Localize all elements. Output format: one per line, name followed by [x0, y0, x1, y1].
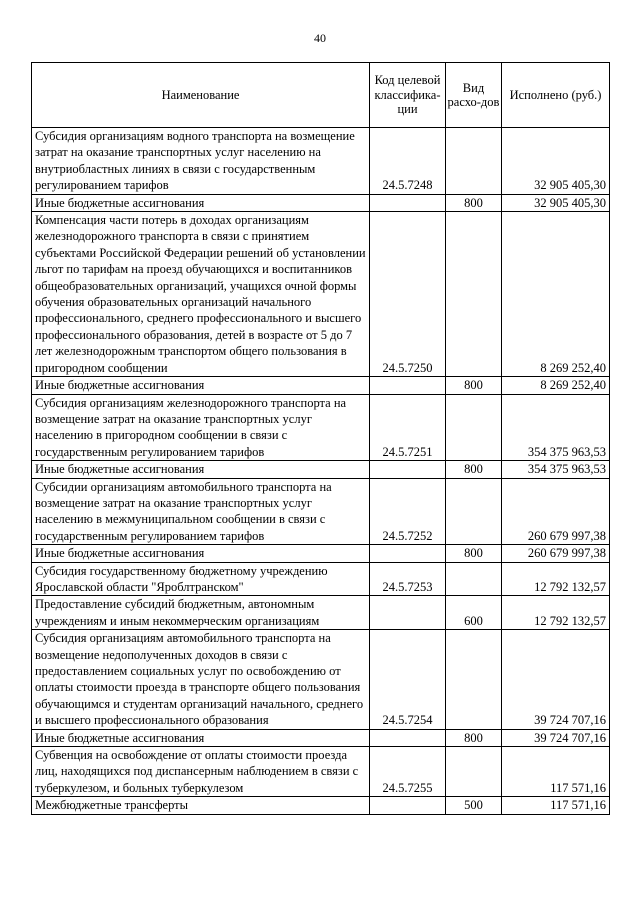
table-row — [32, 596, 610, 630]
header-amount: Исполнено (руб.) — [502, 63, 610, 128]
table-row — [32, 478, 610, 545]
row-type: 500 — [446, 797, 502, 814]
row-type — [446, 630, 502, 729]
row-type — [446, 562, 502, 596]
row-amount: 354 375 963,53 — [502, 394, 610, 461]
row-name: Иные бюджетные ассигнования — [32, 729, 370, 746]
row-amount: 39 724 707,16 — [502, 729, 610, 746]
row-name: Межбюджетные трансферты — [32, 797, 370, 814]
row-type: 800 — [446, 545, 502, 562]
row-code: 24.5.7253 — [370, 562, 446, 596]
row-code: 24.5.7250 — [370, 212, 446, 377]
row-name: Иные бюджетные ассигнования — [32, 194, 370, 211]
row-name: Иные бюджетные ассигнования — [32, 545, 370, 562]
row-code — [370, 545, 446, 562]
row-type — [446, 478, 502, 545]
header-type: Вид расхо-дов — [446, 63, 502, 128]
table-row — [32, 747, 610, 797]
row-type: 800 — [446, 377, 502, 394]
table-row — [32, 194, 610, 211]
table-row — [32, 212, 610, 377]
row-name: Субсидия организациям водного транспорта на возмещение затрат на оказание транспортных услуг населению на внутриобластных линиях в связи с государственным регулированием тарифов — [32, 128, 370, 195]
row-name: Иные бюджетные ассигнования — [32, 461, 370, 478]
row-type — [446, 128, 502, 195]
row-type — [446, 747, 502, 797]
row-code — [370, 729, 446, 746]
row-type — [446, 212, 502, 377]
row-amount: 8 269 252,40 — [502, 212, 610, 377]
row-type: 800 — [446, 729, 502, 746]
row-name: Субсидия организациям автомобильного транспорта на возмещение недополученных доходов в связи с предоставлением социальных услуг по освобождению от оплаты стоимости проезда в транспорте общего пользования обучающимся и студентам организаций начального, среднего и высшего профессионального образования — [32, 630, 370, 729]
row-name: Субсидия организациям железнодорожного транспорта на возмещение затрат на оказание транспортных услуг населению в пригородном сообщении в связи с государственным регулированием тарифов — [32, 394, 370, 461]
table-row — [32, 377, 610, 394]
row-amount: 117 571,16 — [502, 747, 610, 797]
row-amount: 354 375 963,53 — [502, 461, 610, 478]
row-type: 800 — [446, 461, 502, 478]
row-name: Субвенция на освобождение от оплаты стоимости проезда лиц, находящихся под диспансерным наблюдением в связи с туберкулезом, и больных туберкулезом — [32, 747, 370, 797]
row-code: 24.5.7251 — [370, 394, 446, 461]
row-name: Субсидия государственному бюджетному учреждению Ярославской области "Яроблтранском" — [32, 562, 370, 596]
table-row — [32, 461, 610, 478]
row-amount: 32 905 405,30 — [502, 128, 610, 195]
header-name: Наименование — [32, 63, 370, 128]
row-code — [370, 596, 446, 630]
row-type: 800 — [446, 194, 502, 211]
row-code — [370, 377, 446, 394]
row-code: 24.5.7252 — [370, 478, 446, 545]
header-code: Код целевой классифика-ции — [370, 63, 446, 128]
row-amount: 12 792 132,57 — [502, 596, 610, 630]
row-name: Компенсация части потерь в доходах организациям железнодорожного транспорта в связи с принятием субъектами Российской Федерации решений об установлении льгот по тарифам на проезд обучающихся и воспитанников общеобразовательных организаций, учащихся очной формы обучения образовательных организаций начального профессионального, среднего профессионального и высшего профессионального образования, детей в возрасте от 5 до 7 лет железнодорожным транспортом общего пользования в пригородном сообщении — [32, 212, 370, 377]
row-code: 24.5.7248 — [370, 128, 446, 195]
row-amount: 117 571,16 — [502, 797, 610, 814]
row-code: 24.5.7254 — [370, 630, 446, 729]
row-amount: 260 679 997,38 — [502, 478, 610, 545]
row-code — [370, 797, 446, 814]
row-amount: 39 724 707,16 — [502, 630, 610, 729]
row-amount: 32 905 405,30 — [502, 194, 610, 211]
table-row — [32, 729, 610, 746]
row-code — [370, 194, 446, 211]
row-name: Иные бюджетные ассигнования — [32, 377, 370, 394]
table-row — [32, 630, 610, 729]
table-row — [32, 797, 610, 814]
table-row — [32, 128, 610, 195]
row-amount: 12 792 132,57 — [502, 562, 610, 596]
table-row — [32, 562, 610, 596]
row-name: Предоставление субсидий бюджетным, автономным учреждениям и иным некоммерческим организациям — [32, 596, 370, 630]
row-type: 600 — [446, 596, 502, 630]
table-row — [32, 394, 610, 461]
row-code: 24.5.7255 — [370, 747, 446, 797]
row-amount: 260 679 997,38 — [502, 545, 610, 562]
row-code — [370, 461, 446, 478]
page-number: 40 — [314, 31, 326, 45]
row-amount: 8 269 252,40 — [502, 377, 610, 394]
budget-table — [31, 62, 610, 815]
header-row — [32, 63, 610, 128]
row-type — [446, 394, 502, 461]
table-row — [32, 545, 610, 562]
row-name: Субсидии организациям автомобильного транспорта на возмещение затрат на оказание транспортных услуг населению в межмуниципальном сообщении в связи с государственным регулированием тарифов — [32, 478, 370, 545]
